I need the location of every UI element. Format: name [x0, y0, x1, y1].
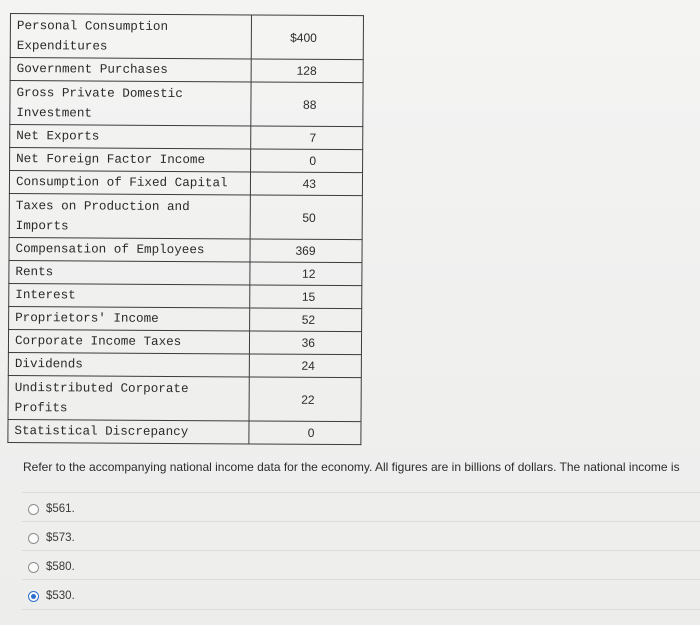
row-label: Undistributed Corporate Profits — [8, 375, 249, 420]
table-row — [9, 237, 362, 262]
option-label: $580. — [46, 561, 75, 573]
row-value: 22 — [249, 377, 361, 422]
row-value: 15 — [250, 285, 362, 309]
row-value: 24 — [249, 354, 361, 378]
divider — [22, 579, 700, 580]
option-label: $530. — [46, 590, 75, 602]
row-label: Proprietors' Income — [9, 306, 250, 330]
table-row — [9, 193, 362, 239]
table-row — [10, 125, 363, 150]
table-row — [10, 58, 363, 83]
radio-button-selected-icon[interactable] — [28, 591, 39, 602]
divider — [22, 609, 700, 610]
table-row — [10, 81, 363, 127]
row-label: Net Foreign Factor Income — [10, 148, 251, 172]
answer-option-573[interactable] — [28, 529, 75, 547]
table-row — [8, 375, 361, 421]
table-row — [8, 329, 361, 354]
row-value: $400 — [251, 15, 363, 60]
row-label: Interest — [9, 283, 250, 307]
table-row — [9, 283, 362, 308]
row-value: 0 — [249, 421, 361, 445]
row-label: Gross Private Domestic Investment — [10, 81, 251, 126]
row-value: 52 — [250, 308, 362, 332]
row-value: 369 — [250, 239, 362, 263]
row-value: 43 — [250, 172, 362, 196]
row-label: Taxes on Production and Imports — [9, 193, 250, 238]
question-text: Refer to the accompanying national income data for the economy. All figures are in billions of dollars. The national income is — [23, 460, 680, 474]
row-label: Consumption of Fixed Capital — [9, 171, 250, 195]
option-label: $573. — [46, 532, 75, 544]
row-label: Rents — [9, 260, 250, 284]
answer-option-561[interactable] — [28, 500, 75, 518]
row-label: Dividends — [8, 352, 249, 376]
table-row — [9, 171, 362, 196]
row-value: 7 — [251, 126, 363, 150]
row-label: Net Exports — [10, 125, 251, 149]
option-label: $561. — [46, 503, 75, 515]
answer-option-530[interactable] — [28, 587, 75, 605]
table-row — [10, 148, 363, 173]
row-value: 50 — [250, 195, 362, 240]
answer-option-580[interactable] — [28, 558, 75, 576]
table-row — [8, 419, 361, 444]
row-value: 128 — [251, 59, 363, 83]
divider — [22, 550, 700, 551]
radio-button-icon[interactable] — [28, 562, 39, 573]
radio-button-icon[interactable] — [28, 533, 39, 544]
national-income-table — [7, 13, 364, 445]
row-value: 36 — [249, 331, 361, 355]
table-row — [10, 14, 363, 60]
row-label: Compensation of Employees — [9, 237, 250, 261]
divider — [22, 492, 700, 493]
table-row — [8, 352, 361, 377]
row-value: 0 — [251, 149, 363, 173]
row-value: 88 — [251, 82, 363, 127]
table-row — [9, 306, 362, 331]
row-label: Government Purchases — [10, 58, 251, 82]
row-label: Personal Consumption Expenditures — [10, 14, 251, 59]
row-label: Statistical Discrepancy — [8, 419, 249, 443]
radio-button-icon[interactable] — [28, 504, 39, 515]
row-value: 12 — [250, 262, 362, 286]
divider — [22, 521, 700, 522]
row-label: Corporate Income Taxes — [8, 329, 249, 353]
table-row — [9, 260, 362, 285]
